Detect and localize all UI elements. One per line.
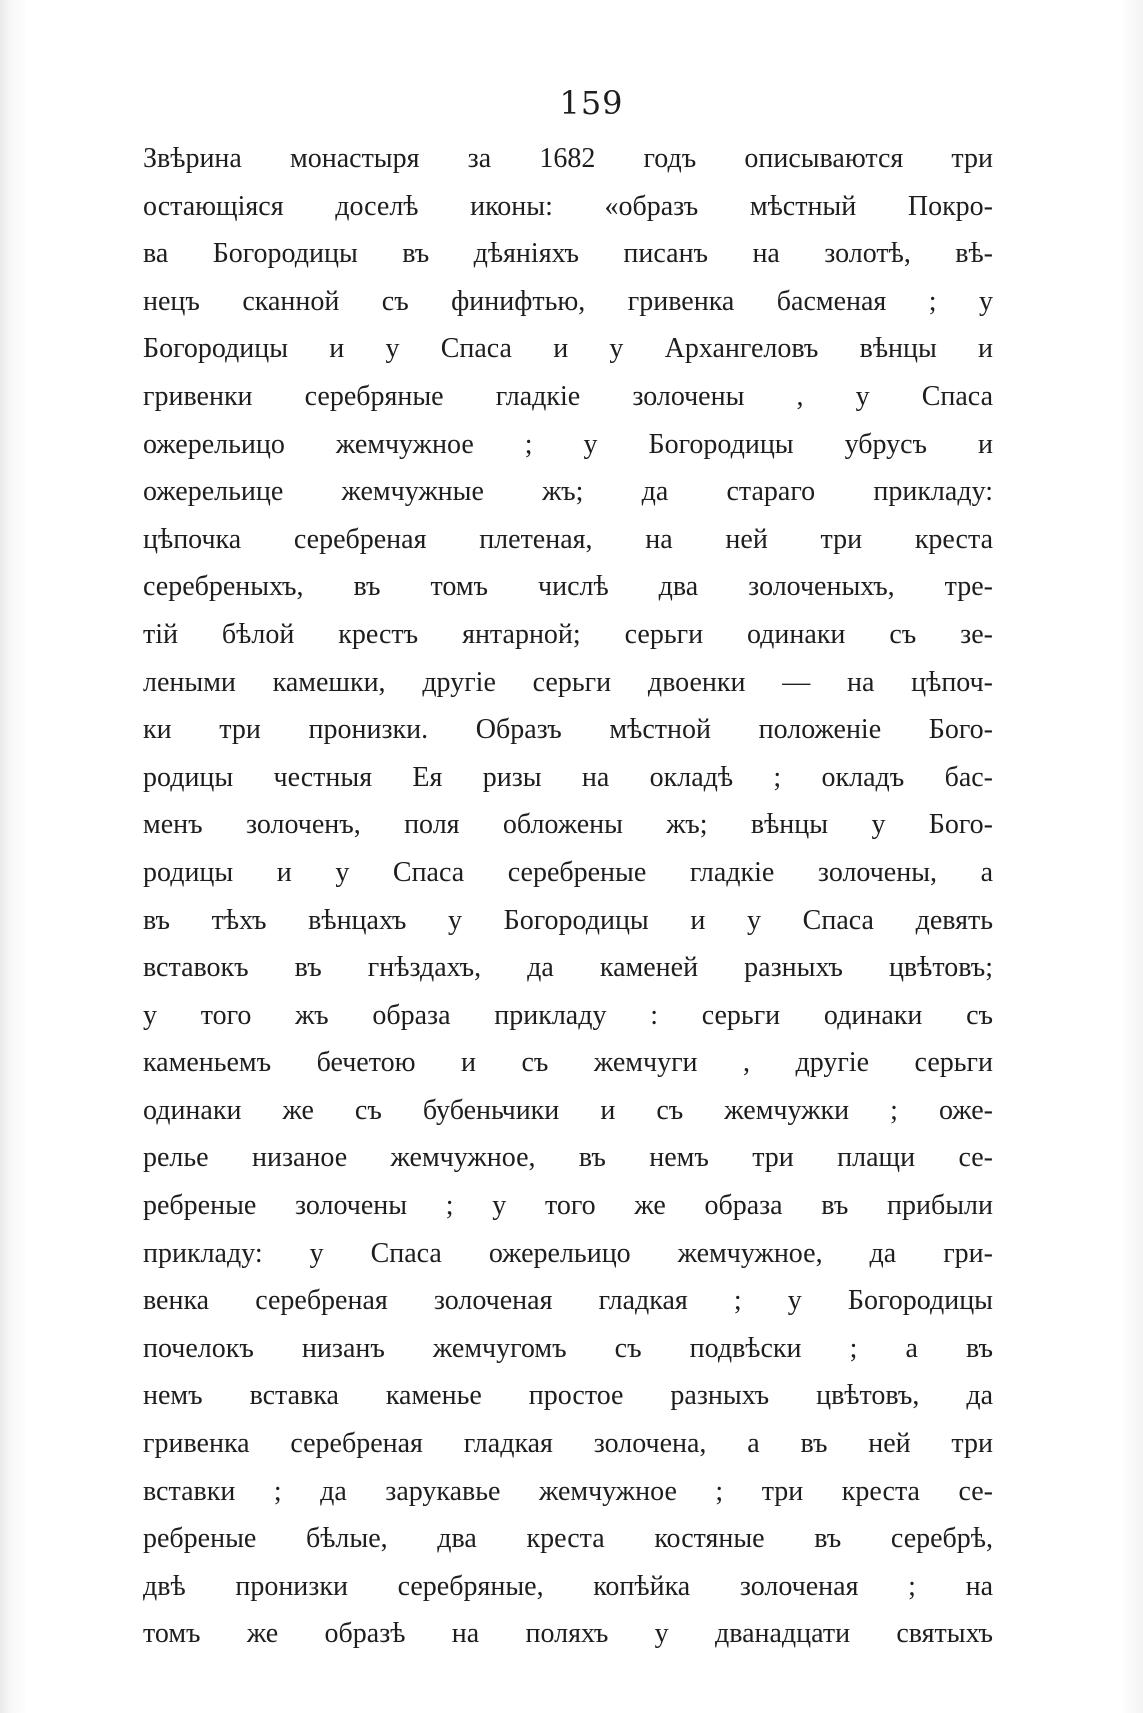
- text-line: немъ вставка каменье простое разныхъ цвѣтовъ, да: [143, 1380, 993, 1412]
- page-number: 159: [559, 84, 624, 122]
- body-text: [143, 135, 993, 1658]
- text-line: гривенки серебряные гладкіе золочены , у Спаса: [143, 380, 993, 412]
- text-line: вставокъ въ гнѣздахъ, да каменей разныхъ цвѣтовъ;: [143, 952, 993, 984]
- text-line: ребреные золочены ; у того же образа въ прибыли: [143, 1190, 993, 1222]
- text-line: цѣпочка серебреная плетеная, на ней три креста: [143, 523, 993, 555]
- text-line: венка серебреная золоченая гладкая ; у Богородицы: [143, 1285, 993, 1317]
- text-line: въ тѣхъ вѣнцахъ у Богородицы и у Спаса девять: [143, 904, 993, 936]
- text-line: ребреные бѣлые, два креста костяные въ серебрѣ,: [143, 1523, 993, 1555]
- text-line: менъ золоченъ, поля обложены жъ; вѣнцы у Бого-: [143, 809, 993, 841]
- text-line: у того жъ образа прикладу : серьги одинаки съ: [143, 999, 993, 1031]
- text-line: нецъ сканной съ финифтью, гривенка басменая ; у: [143, 285, 993, 317]
- text-line: каменьемъ бечетою и съ жемчуги , другіе серьги: [143, 1047, 993, 1079]
- text-line: остающіяся доселѣ иконы: «образъ мѣстный Покро-: [143, 190, 993, 222]
- text-line: ожерельицо жемчужное ; у Богородицы убрусъ и: [143, 428, 993, 460]
- text-line: ожерельице жемчужные жъ; да стараго прикладу:: [143, 476, 993, 508]
- text-line: прикладу: у Спаса ожерельицо жемчужное, да гри-: [143, 1237, 993, 1269]
- text-line: Богородицы и у Спаса и у Архангеловъ вѣнцы и: [143, 333, 993, 365]
- text-line: двѣ пронизки серебряные, копѣйка золоченая ; на: [143, 1570, 993, 1602]
- text-line: тій бѣлой крестъ янтарной; серьги одинаки съ зе-: [143, 618, 993, 650]
- text-line: вставки ; да зарукавье жемчужное ; три креста се-: [143, 1475, 993, 1507]
- text-line: релье низаное жемчужное, въ немъ три плащи се-: [143, 1142, 993, 1174]
- text-line: леными камешки, другіе серьги двоенки — на цѣпоч-: [143, 666, 993, 698]
- text-line: Звѣрина монастыря за 1682 годъ описываются три: [143, 143, 993, 174]
- text-line: родицы честныя Ея ризы на окладѣ ; окладъ бас-: [143, 761, 993, 793]
- text-line: родицы и у Спаса серебреные гладкіе золочены, а: [143, 856, 993, 888]
- text-line: серебреныхъ, въ томъ числѣ два золоченыхъ, тре-: [143, 571, 993, 603]
- text-line: гривенка серебреная гладкая золочена, а въ ней три: [143, 1428, 993, 1460]
- text-line: ва Богородицы въ дѣяніяхъ писанъ на золотѣ, вѣ-: [143, 238, 993, 270]
- text-line: ки три пронизки. Образъ мѣстной положеніе Бого-: [143, 714, 993, 746]
- text-line: одинаки же съ бубеньчики и съ жемчужки ; оже-: [143, 1094, 993, 1126]
- text-line: томъ же образѣ на поляхъ у дванадцати святыхъ: [143, 1618, 993, 1650]
- text-line: почелокъ низанъ жемчугомъ съ подвѣски ; а въ: [143, 1332, 993, 1364]
